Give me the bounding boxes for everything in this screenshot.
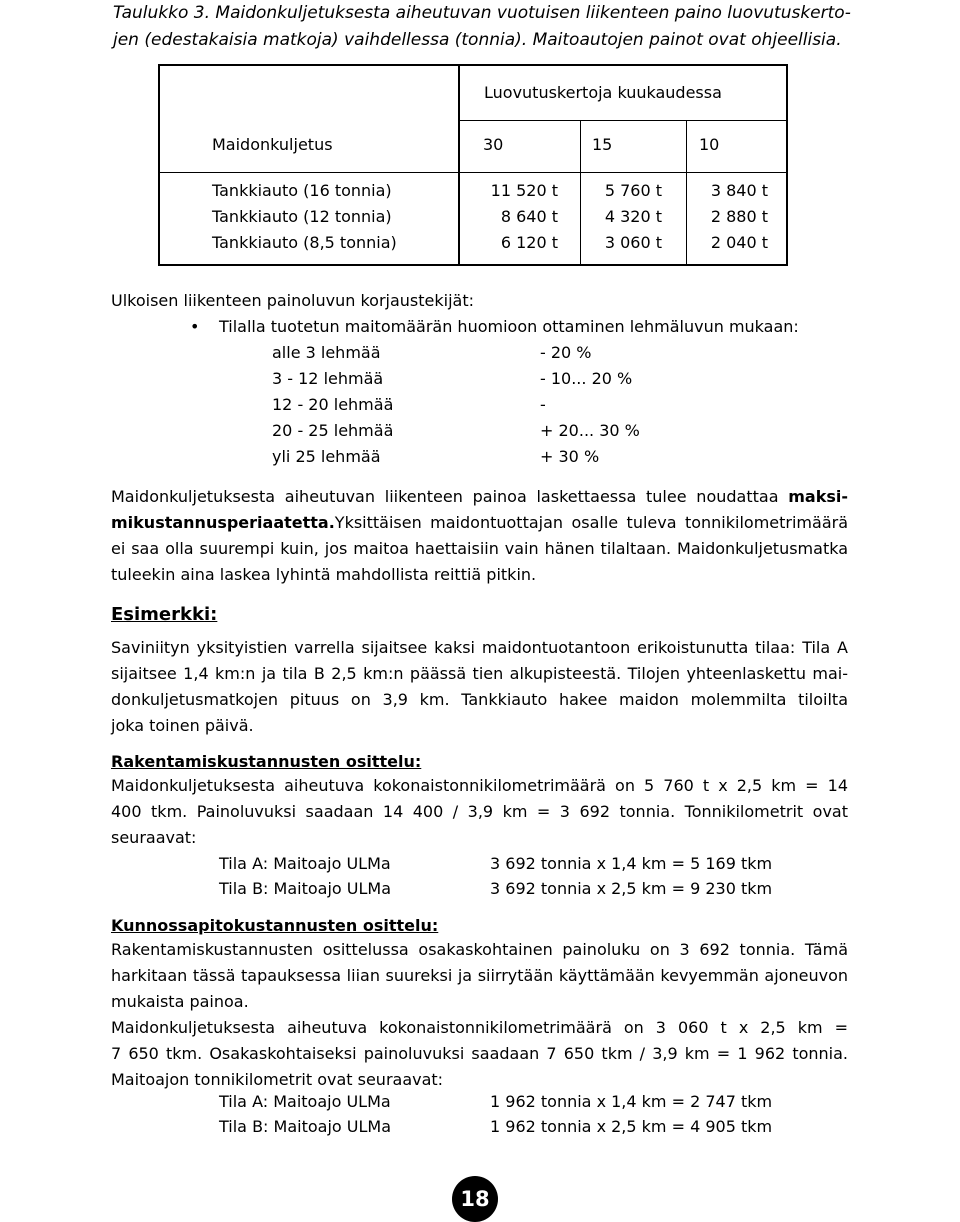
calc-value: 1 962 tonnia x 1,4 km = 2 747 tkm: [490, 1092, 773, 1111]
row-label: Tankkiauto (8,5 tonnia): [212, 233, 397, 252]
paragraph-line: 400 tkm. Painoluvuksi saadaan 14 400 / 3,9 km = 3 692 tonnia. Tonnikilometrit ovat: [111, 802, 848, 821]
paragraph-line: donkuljetusmatkojen pituus on 3,9 km. Tankkiauto hakee maidon molemmilta tiloilta: [111, 690, 848, 709]
calc-label: Tila B: Maitoajo ULMa: [219, 879, 391, 898]
row-label: Tankkiauto (12 tonnia): [212, 207, 392, 226]
factors-heading: Ulkoisen liikenteen painoluvun korjaustekijät:: [111, 291, 474, 310]
maintenance-paragraph: [111, 937, 848, 1093]
factor-value: - 10... 20 %: [540, 369, 633, 388]
factor-label: alle 3 lehmää: [272, 343, 381, 362]
table-cell: 2 040 t: [710, 233, 768, 252]
calc-value: 3 692 tonnia x 1,4 km = 5 169 tkm: [490, 854, 773, 873]
table-cell: 6 120 t: [500, 233, 558, 252]
data-table: [158, 64, 788, 266]
group-header: Luovutuskertoja kuukaudessa: [484, 83, 722, 102]
factor-value: + 20... 30 %: [540, 421, 640, 440]
table-cell: 3 840 t: [710, 181, 768, 200]
paragraph-line: Rakentamiskustannusten osittelussa osakaskohtainen painoluku on 3 692 tonnia. Tämä: [111, 940, 848, 959]
emphasis-text: mikustannusperiaatetta.: [111, 513, 335, 532]
paragraph-line: Saviniityn yksityistien varrella sijaitsee kaksi maidontuotantoon erikoistunutta tilaa: Tila A: [111, 638, 848, 657]
example-paragraph: [111, 635, 848, 739]
text-span: Yksittäisen maidontuottajan osalle tuleva tonnikilometrimäärä: [334, 513, 848, 532]
table-divider: [458, 120, 786, 121]
table-cell: 5 760 t: [604, 181, 662, 200]
factor-label: yli 25 lehmää: [272, 447, 381, 466]
paragraph-line: tuleekin aina laskea lyhintä mahdollista reittiä pitkin.: [111, 565, 537, 584]
paragraph-line: harkitaan tässä tapauksessa liian suureksi ja siirrytään käyttämään kevyemmän ajoneuvon: [111, 966, 848, 985]
paragraph-line: 7 650 tkm. Osakaskohtaiseksi painoluvuksi saadaan 7 650 tkm / 3,9 km = 1 962 tonnia.: [111, 1044, 848, 1063]
table-cell: 4 320 t: [604, 207, 662, 226]
paragraph-line: Maidonkuljetuksesta aiheutuva kokonaistonnikilometrimäärä on 5 760 t x 2,5 km = 14: [111, 776, 848, 795]
paragraph-line: Maitoajon tonnikilometrit ovat seuraavat:: [111, 1070, 444, 1089]
table-divider: [160, 172, 786, 173]
factor-value: + 30 %: [540, 447, 600, 466]
paragraph-line: [111, 510, 848, 536]
construction-heading: Rakentamiskustannusten osittelu:: [111, 752, 422, 771]
factor-label: 12 - 20 lehmää: [272, 395, 394, 414]
factor-value: - 20 %: [540, 343, 592, 362]
calc-value: 3 692 tonnia x 2,5 km = 9 230 tkm: [490, 879, 773, 898]
caption-line: Taulukko 3. Maidonkuljetuksesta aiheutuvan vuotuisen liikenteen paino luovutuskerto-: [113, 3, 851, 23]
table-divider: [458, 66, 460, 264]
table-cell: 8 640 t: [500, 207, 558, 226]
paragraph-line: joka toinen päivä.: [111, 716, 254, 735]
factor-value: -: [540, 395, 546, 414]
page-number: 18: [452, 1176, 498, 1222]
paragraph-line: seuraavat:: [111, 828, 197, 847]
principle-paragraph: [111, 484, 848, 588]
paragraph-line: sijaitsee 1,4 km:n ja tila B 2,5 km:n päässä tien alkupisteestä. Tilojen yhteenlaskettu mai-: [111, 664, 848, 683]
calc-label: Tila A: Maitoajo ULMa: [219, 1092, 391, 1111]
row-header: Maidonkuljetus: [212, 135, 333, 154]
maintenance-heading: Kunnossapitokustannusten osittelu:: [111, 916, 439, 935]
calc-value: 1 962 tonnia x 2,5 km = 4 905 tkm: [490, 1117, 773, 1136]
table-caption: [113, 0, 913, 54]
column-header: 15: [592, 135, 613, 154]
example-heading: Esimerkki:: [111, 604, 218, 625]
text-span: Maidonkuljetuksesta aiheutuvan liikenteen painoa laskettaessa tulee noudattaa: [111, 487, 789, 506]
paragraph-line: mukaista painoa.: [111, 992, 249, 1011]
bullet-text: Tilalla tuotetun maitomäärän huomioon ottaminen lehmäluvun mukaan:: [219, 317, 799, 336]
factor-label: 3 - 12 lehmää: [272, 369, 384, 388]
caption-line: jen (edestakaisia matkoja) vaihdellessa (tonnia). Maitoautojen painot ovat ohjeellisia.: [113, 30, 842, 50]
emphasis-text: maksi-: [788, 487, 848, 506]
paragraph-line: ei saa olla suurempi kuin, jos maitoa haettaisiin vain hänen tilaltaan. Maidonkuljetusmatka: [111, 539, 848, 558]
row-label: Tankkiauto (16 tonnia): [212, 181, 392, 200]
table-cell: 3 060 t: [604, 233, 662, 252]
table-cell: 11 520 t: [490, 181, 558, 200]
column-header: 30: [483, 135, 504, 154]
factor-label: 20 - 25 lehmää: [272, 421, 394, 440]
bullet: •: [190, 317, 200, 336]
calc-label: Tila A: Maitoajo ULMa: [219, 854, 391, 873]
calc-label: Tila B: Maitoajo ULMa: [219, 1117, 391, 1136]
paragraph-line: [111, 484, 848, 510]
construction-paragraph: [111, 773, 848, 851]
column-header: 10: [699, 135, 720, 154]
paragraph-line: Maidonkuljetuksesta aiheutuva kokonaistonnikilometrimäärä on 3 060 t x 2,5 km =: [111, 1018, 848, 1037]
table-cell: 2 880 t: [710, 207, 768, 226]
